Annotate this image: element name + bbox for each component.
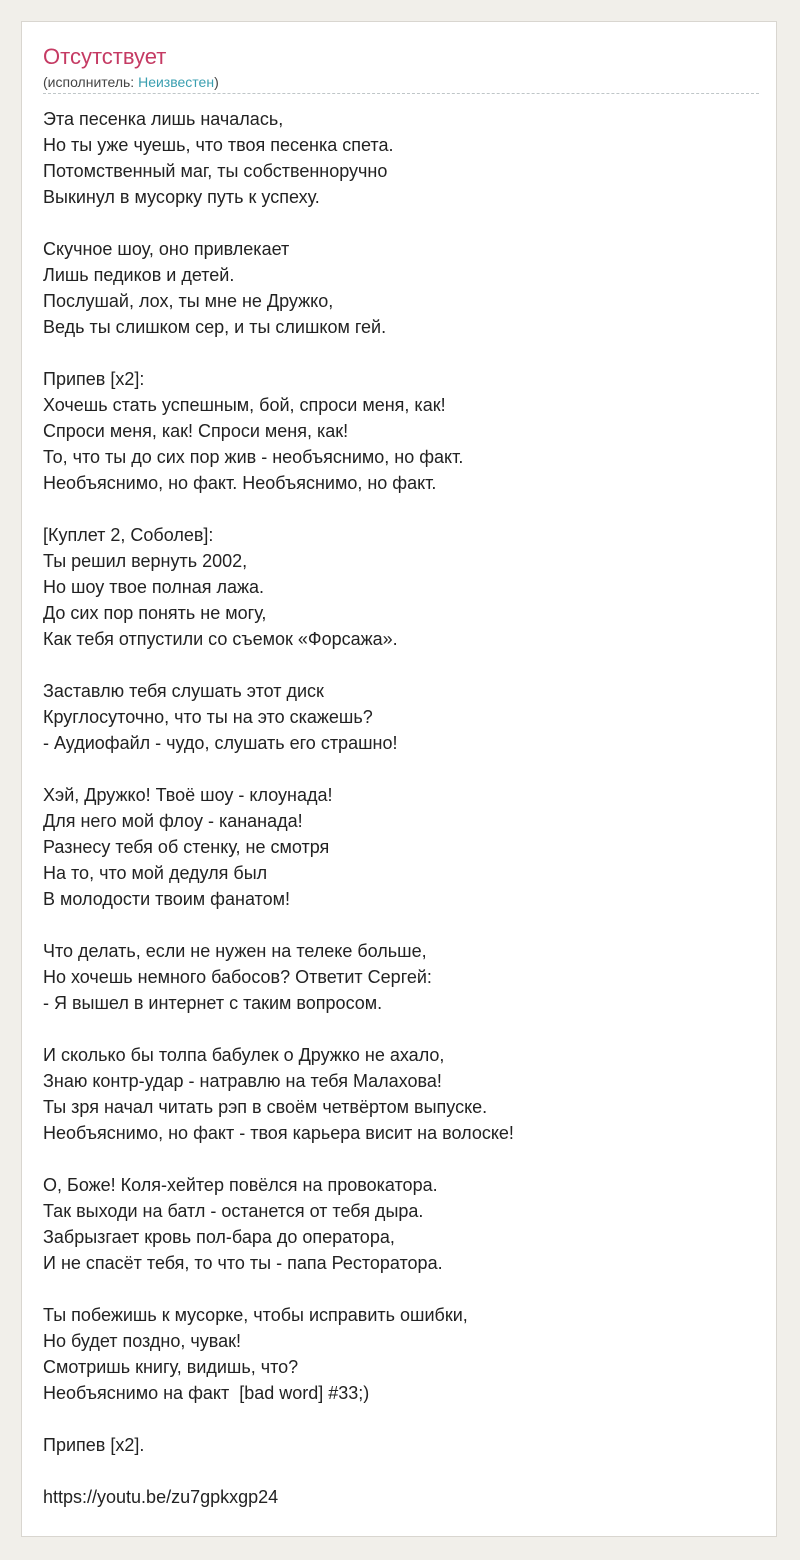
lyric-line: Необъяснимо на факт [bad word] #33;) [43, 1383, 370, 1403]
lyric-line: Заставлю тебя слушать этот диск [43, 681, 324, 701]
lyric-line: На то, что мой дедуля был [43, 863, 268, 883]
lyric-line: Эта песенка лишь началась, [43, 109, 284, 129]
lyric-line: Для него мой флоу - кананада! [43, 811, 303, 831]
lyric-line: Необъяснимо, но факт - твоя карьера висит на волоске! [43, 1123, 514, 1143]
stanza-break [43, 1406, 514, 1432]
lyric-line: Потомственный маг, ты собственноручно [43, 161, 388, 181]
stanza-break [43, 756, 514, 782]
lyric-line: Но шоу твое полная лажа. [43, 577, 265, 597]
video-link[interactable]: https://youtu.be/zu7gpkxgp24 [43, 1487, 279, 1507]
lyric-line: Хочешь стать успешным, бой, спроси меня, как! [43, 395, 446, 415]
lyric-line: То, что ты до сих пор жив - необъяснимо, но факт. [43, 447, 464, 467]
lyric-line: Ведь ты слишком сер, и ты слишком гей. [43, 317, 387, 337]
stanza-break [43, 1016, 514, 1042]
lyric-line: Но ты уже чуешь, что твоя песенка спета. [43, 135, 394, 155]
stanza-break [43, 496, 514, 522]
lyric-line: Необъяснимо, но факт. Необъяснимо, но факт. [43, 473, 437, 493]
stanza-break [43, 1458, 514, 1484]
lyric-line: Ты зря начал читать рэп в своём четвёртом выпуске. [43, 1097, 488, 1117]
lyric-line: О, Боже! Коля-хейтер повёлся на провокатора. [43, 1175, 438, 1195]
lyric-line: Забрызгает кровь пол-бара до оператора, [43, 1227, 395, 1247]
lyric-line: [Куплет 2, Соболев]: [43, 525, 214, 545]
lyrics-card [21, 21, 777, 1537]
artist-suffix: ) [214, 74, 219, 90]
artist-prefix: (исполнитель: [43, 74, 139, 90]
lyric-line: Так выходи на батл - останется от тебя дыра. [43, 1201, 424, 1221]
stanza-break [43, 1276, 514, 1302]
stanza-break [43, 340, 514, 366]
lyric-line: Но хочешь немного бабосов? Ответит Сергей: [43, 967, 432, 987]
artist-link[interactable]: Неизвестен [138, 74, 215, 90]
lyric-line: Хэй, Дружко! Твоё шоу - клоунада! [43, 785, 333, 805]
lyric-line: Припев [x2]: [43, 369, 145, 389]
lyric-line: Разнесу тебя об стенку, не смотря [43, 837, 330, 857]
song-title: Отсутствует [43, 44, 167, 69]
lyric-line: Ты решил вернуть 2002, [43, 551, 248, 571]
lyric-line: Послушай, лох, ты мне не Дружко, [43, 291, 334, 311]
stanza-break [43, 1146, 514, 1172]
lyric-line: Знаю контр-удар - натравлю на тебя Малахова! [43, 1071, 442, 1091]
lyric-line: Смотришь книгу, видишь, что? [43, 1357, 299, 1377]
lyric-line: Что делать, если не нужен на телеке больше, [43, 941, 427, 961]
lyric-line: Выкинул в мусорку путь к успеху. [43, 187, 320, 207]
lyric-line: Как тебя отпустили со съемок «Форсажа». [43, 629, 398, 649]
lyric-line: И сколько бы толпа бабулек о Дружко не ахало, [43, 1045, 445, 1065]
lyric-line: И не спасёт тебя, то что ты - папа Ресторатора. [43, 1253, 443, 1273]
artist-line [43, 73, 219, 91]
lyric-line: - Аудиофайл - чудо, слушать его страшно! [43, 733, 398, 753]
lyric-line: Но будет поздно, чувак! [43, 1331, 241, 1351]
lyric-line: - Я вышел в интернет с таким вопросом. [43, 993, 383, 1013]
lyric-line: Припев [x2]. [43, 1435, 145, 1455]
lyric-line: Круглосуточно, что ты на это скажешь? [43, 707, 373, 727]
lyric-line: Спроси меня, как! Спроси меня, как! [43, 421, 349, 441]
lyric-line: До сих пор понять не могу, [43, 603, 267, 623]
lyrics-body [43, 106, 514, 1510]
lyric-line: Ты побежишь к мусорке, чтобы исправить ошибки, [43, 1305, 468, 1325]
stanza-break [43, 210, 514, 236]
stanza-break [43, 652, 514, 678]
lyric-line: Лишь педиков и детей. [43, 265, 235, 285]
title-divider [43, 93, 759, 94]
lyric-line: В молодости твоим фанатом! [43, 889, 290, 909]
stanza-break [43, 912, 514, 938]
lyric-line: Скучное шоу, оно привлекает [43, 239, 290, 259]
